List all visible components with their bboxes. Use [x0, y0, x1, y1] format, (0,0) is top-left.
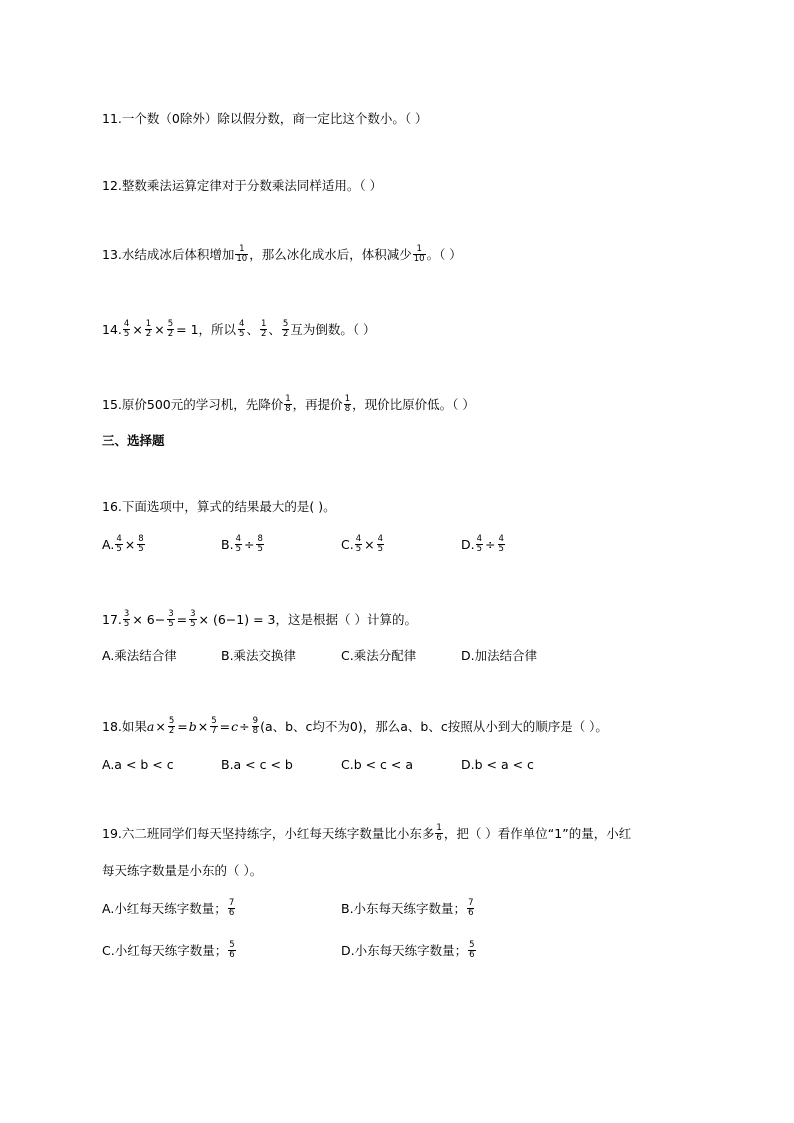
question-12 [102, 177, 382, 195]
option-text: C.乘法分配律 [341, 648, 417, 663]
section-title: 三、选择题 [102, 433, 165, 448]
fraction: $\frac{5}{2}$ [167, 319, 174, 339]
question-16 [102, 498, 336, 516]
option-d[interactable] [461, 647, 537, 665]
question-19-line-2 [102, 862, 262, 880]
question-11 [102, 110, 428, 128]
operator: × [364, 537, 375, 552]
option-text: A.小红每天练字数量； [102, 901, 227, 916]
operator: ÷ [485, 537, 496, 552]
fraction: $\frac{5}{7}$ [211, 716, 217, 736]
option-b[interactable] [221, 647, 296, 665]
fraction: $\frac{1}{2}$ [145, 319, 152, 339]
option-a[interactable] [102, 647, 177, 665]
operator: × [132, 322, 143, 337]
fraction: $\frac{5}{2}$ [282, 319, 289, 339]
option-label: C. [341, 537, 354, 552]
question-16-stem: 16.下面选项中，算式的结果最大的是( )。 [102, 499, 336, 514]
question-15-part2: ，再提价 [292, 397, 343, 412]
question-11-text: 11.一个数（0除外）除以假分数，商一定比这个数小。（ ） [102, 111, 428, 126]
option-c[interactable] [341, 536, 385, 555]
option-text: C.b < c < a [341, 757, 414, 772]
option-c[interactable] [341, 647, 416, 665]
fraction: $\frac{8}{5}$ [138, 534, 144, 554]
fraction: $\frac{4}{5}$ [116, 534, 122, 554]
question-13-part3: 。（ ） [426, 247, 462, 262]
fraction: $\frac{3}{5}$ [190, 609, 196, 629]
option-label: B. [221, 537, 234, 552]
question-17 [102, 611, 418, 630]
question-19-text-a: 19.六二班同学们每天坚持练字，小红每天练字数量比小东多 [102, 826, 435, 841]
option-text: C.小红每天练字数量； [102, 943, 228, 958]
option-text: A.a < b < c [102, 757, 174, 772]
question-14-number: 14. [102, 322, 122, 337]
section-heading [102, 432, 165, 450]
variable-c: c [231, 719, 239, 734]
fraction: $\frac{1}{10}$ [236, 244, 248, 264]
option-text: A.乘法结合律 [102, 648, 177, 663]
question-14 [102, 321, 376, 340]
option-text: D.b < a < c [461, 757, 534, 772]
option-text: B.小东每天练字数量； [341, 901, 467, 916]
separator: 、 [246, 322, 259, 337]
question-12-text: 12.整数乘法运算定律对于分数乘法同样适用。（ ） [102, 178, 383, 193]
fraction: $\frac{1}{8}$ [344, 394, 351, 414]
option-a[interactable] [102, 900, 236, 919]
separator: 、 [268, 322, 281, 337]
question-15-part3: ，现价比原价低。（ ） [352, 397, 475, 412]
option-b[interactable] [221, 756, 293, 774]
fraction: $\frac{4}{5}$ [239, 319, 245, 339]
operator: ÷ [243, 537, 255, 552]
question-19-text-b: ，把（ ）看作单位“1”的量，小红 [443, 826, 632, 841]
question-13-part1: 13.水结成冰后体积增加 [102, 247, 235, 262]
question-15-part1: 15.原价500元的学习机，先降价 [102, 397, 284, 412]
operator: = [219, 719, 231, 734]
question-19-text-c: 每天练字数量是小东的（ ）。 [102, 863, 263, 878]
fraction: $\frac{8}{5}$ [257, 534, 263, 554]
fraction: $\frac{7}{6}$ [468, 898, 474, 918]
fraction: $\frac{4}{5}$ [123, 319, 130, 339]
fraction: $\frac{1}{6}$ [436, 823, 442, 843]
fraction: $\frac{4}{5}$ [498, 534, 504, 554]
question-14-equals-text: = 1，所以 [176, 322, 237, 337]
option-d[interactable] [341, 942, 477, 961]
option-label: D. [461, 537, 475, 552]
question-17-tail: × (6−1) = 3，这是根据（ ）计算的。 [198, 612, 417, 627]
option-d[interactable] [461, 536, 506, 555]
option-a[interactable] [102, 536, 146, 555]
option-c[interactable] [341, 756, 413, 774]
fraction: $\frac{4}{5}$ [355, 534, 362, 554]
option-text: D.加法结合律 [461, 648, 538, 663]
option-c[interactable] [102, 942, 237, 961]
fraction: $\frac{5}{6}$ [229, 940, 235, 960]
fraction: $\frac{3}{5}$ [123, 609, 130, 629]
fraction: $\frac{9}{8}$ [252, 716, 259, 736]
fraction: $\frac{1}{8}$ [285, 394, 291, 414]
question-18-prefix: 18.如果 [102, 719, 147, 734]
fraction: $\frac{3}{5}$ [168, 609, 174, 629]
fraction: $\frac{1}{10}$ [413, 244, 425, 264]
option-b[interactable] [341, 900, 475, 919]
option-d[interactable] [461, 756, 534, 774]
fraction: $\frac{4}{5}$ [476, 534, 483, 554]
question-17-number: 17. [102, 612, 122, 627]
option-a[interactable] [102, 756, 174, 774]
question-19-line-1 [102, 825, 631, 844]
operator: × 6− [132, 612, 166, 627]
option-label: A. [102, 537, 115, 552]
option-text: D.小东每天练字数量； [341, 943, 468, 958]
operator: × [124, 537, 136, 552]
fraction: $\frac{5}{2}$ [168, 716, 175, 736]
question-14-suffix: 互为倒数。（ ） [290, 322, 376, 337]
variable-b: b [188, 719, 197, 734]
question-15 [102, 396, 475, 415]
option-b[interactable] [221, 536, 265, 555]
fraction: $\frac{5}{6}$ [469, 940, 475, 960]
question-13 [102, 246, 462, 265]
operator: × [154, 322, 165, 337]
fraction: $\frac{4}{5}$ [235, 534, 241, 554]
question-18 [102, 718, 608, 737]
option-text: B.乘法交换律 [221, 648, 297, 663]
fraction: $\frac{7}{6}$ [228, 898, 235, 918]
operator: × [155, 719, 166, 734]
variable-a: a [146, 719, 155, 734]
operator: = [177, 719, 188, 734]
fraction: $\frac{1}{2}$ [260, 319, 267, 339]
operator: ÷ [239, 719, 250, 734]
question-13-part2: ，那么冰化成水后，体积减少 [249, 247, 412, 262]
option-text: B.a < c < b [221, 757, 293, 772]
operator: × [197, 719, 209, 734]
operator: = [176, 612, 188, 627]
question-18-condition: (a、b、c均不为0)，那么a、b、c按照从小到大的顺序是（ ）。 [260, 719, 608, 734]
fraction: $\frac{4}{5}$ [377, 534, 384, 554]
